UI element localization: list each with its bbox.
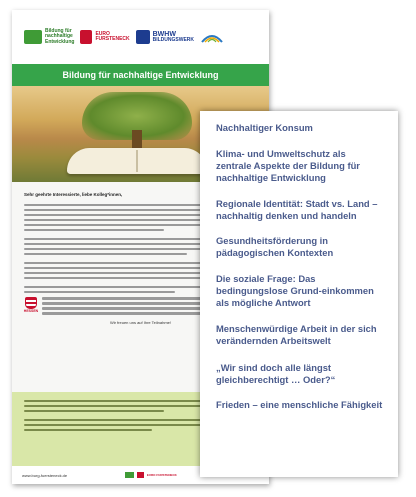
bne-logo-mark — [24, 30, 42, 44]
bwhw-logo — [136, 30, 194, 44]
euro-logo-line1: EURO — [95, 30, 110, 37]
footer-url-left: www.burg-fuersteneck.de — [22, 472, 68, 478]
hessen-lion-icon — [25, 297, 37, 309]
topic-3: Regionale Identität: Stadt vs. Land – nachhaltig denken und handeln — [216, 198, 378, 221]
topic-2: Klima- und Umweltschutz als zentrale Aspekte der Bildung für nachhaltige Entwicklung — [216, 148, 360, 183]
topic-8: Frieden – eine menschliche Fähigkeit — [216, 399, 383, 410]
bwhw-logo-sub: BILDUNGSWERK — [152, 36, 195, 43]
euro-logo-line2: FURSTENECK — [95, 36, 130, 42]
bne-logo-line3: Entwicklung — [45, 38, 75, 45]
bwhw-logo-mark — [136, 30, 150, 44]
hessen-logo: HESSEN — [24, 297, 38, 313]
topic-5: Die soziale Frage: Das bedingungslose Grund-einkommen als mögliche Antwort — [216, 273, 374, 308]
bne-logo-line1: Bildung für — [45, 27, 72, 34]
topic-1: Nachhaltiger Konsum — [216, 122, 313, 133]
flyer-title: Bildung für nachhaltige Entwicklung — [62, 70, 219, 80]
logo-row — [12, 10, 269, 64]
footer-logos — [125, 472, 177, 478]
footer-brand: EURO FURSTENECK — [146, 473, 177, 477]
euro-logo-mark — [80, 30, 92, 44]
topics-card — [200, 111, 398, 477]
bne-logo — [24, 29, 74, 46]
title-band — [12, 64, 269, 86]
flyer-greeting: Sehr geehrte Interessierte, liebe Kolleg*innen, — [24, 192, 123, 197]
euro-fuersteneck-logo — [80, 30, 129, 44]
bwhw-logo-name: BWHW — [152, 30, 176, 38]
topic-4: Gesundheitsförderung in pädagogischen Kontexten — [216, 235, 334, 258]
topic-7: „Wir sind doch alle längst gleichberechtigt … Oder?“ — [216, 362, 336, 385]
flyer-closing: Wir freuen uns auf Ihre Teilnahme! — [109, 320, 172, 326]
topic-6: Menschenwürdige Arbeit in der sich verändernden Arbeitswelt — [216, 323, 377, 346]
bne-logo-line2: nachhaltige — [45, 33, 73, 40]
arc-logo-icon — [200, 30, 224, 44]
